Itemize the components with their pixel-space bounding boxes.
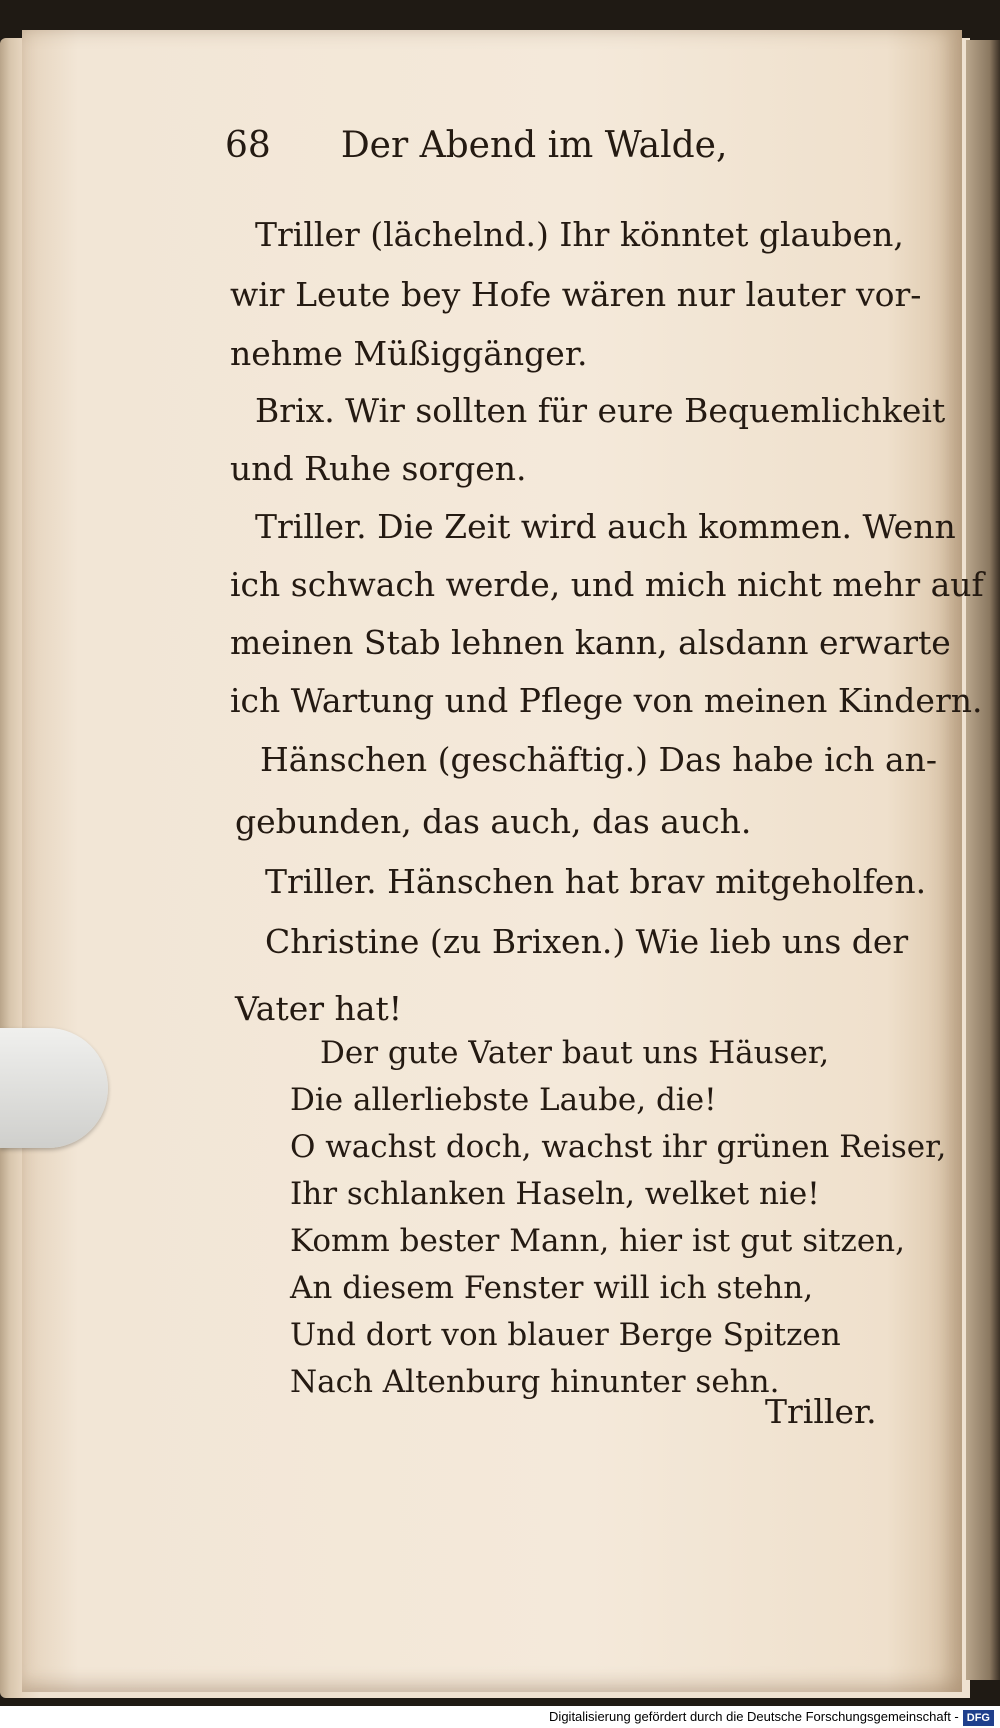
- text-line: Hänschen (geschäftig.) Das habe ich an-: [260, 740, 938, 779]
- poem-line: Der gute Vater baut uns Häuser,: [320, 1035, 830, 1071]
- poem-line: Und dort von blauer Berge Spitzen: [290, 1317, 841, 1353]
- text-line: meinen Stab lehnen kann, alsdann erwarte: [230, 623, 951, 662]
- text-line: Christine (zu Brixen.) Wie lieb uns der: [265, 922, 909, 961]
- text-line: Vater hat!: [235, 989, 402, 1028]
- poem-line: O wachst doch, wachst ihr grünen Reiser,: [290, 1129, 947, 1165]
- text-line: gebunden, das auch, das auch.: [235, 802, 752, 841]
- book-spine-edge: [966, 40, 1000, 1680]
- running-head: [225, 125, 728, 166]
- text-line: und Ruhe sorgen.: [230, 449, 527, 488]
- poem-line: Ihr schlanken Haseln, welket nie!: [290, 1176, 820, 1212]
- text-line: Triller. Hänschen hat brav mitgeholfen.: [265, 862, 927, 901]
- text-line: ich schwach werde, und mich nicht mehr auf: [230, 565, 984, 604]
- footer-credit: Digitalisierung gefördert durch die Deutsche Forschungsgemeinschaft -: [549, 1709, 959, 1724]
- text-line: Triller (lächelnd.) Ihr könntet glauben,: [255, 215, 904, 254]
- catchword: Triller.: [765, 1392, 877, 1431]
- dfg-logo: DFG: [963, 1710, 994, 1726]
- text-line: Brix. Wir sollten für eure Bequemlichkeit: [255, 391, 946, 430]
- text-line: wir Leute bey Hofe wären nur lauter vor-: [230, 275, 922, 314]
- text-line: ich Wartung und Pflege von meinen Kindern.: [230, 681, 983, 720]
- text-line: nehme Müßiggänger.: [230, 334, 588, 373]
- text-line: Triller. Die Zeit wird auch kommen. Wenn: [255, 507, 956, 546]
- poem-line: Nach Altenburg hinunter sehn.: [290, 1364, 780, 1400]
- page-number: 68: [225, 125, 271, 166]
- poem-line: Die allerliebste Laube, die!: [290, 1082, 717, 1118]
- digitization-footer: [0, 1706, 1000, 1728]
- poem-line: An diesem Fenster will ich stehn,: [290, 1270, 814, 1306]
- poem-line: Komm bester Mann, hier ist gut sitzen,: [290, 1223, 906, 1259]
- running-head-title: Der Abend im Walde,: [340, 125, 728, 166]
